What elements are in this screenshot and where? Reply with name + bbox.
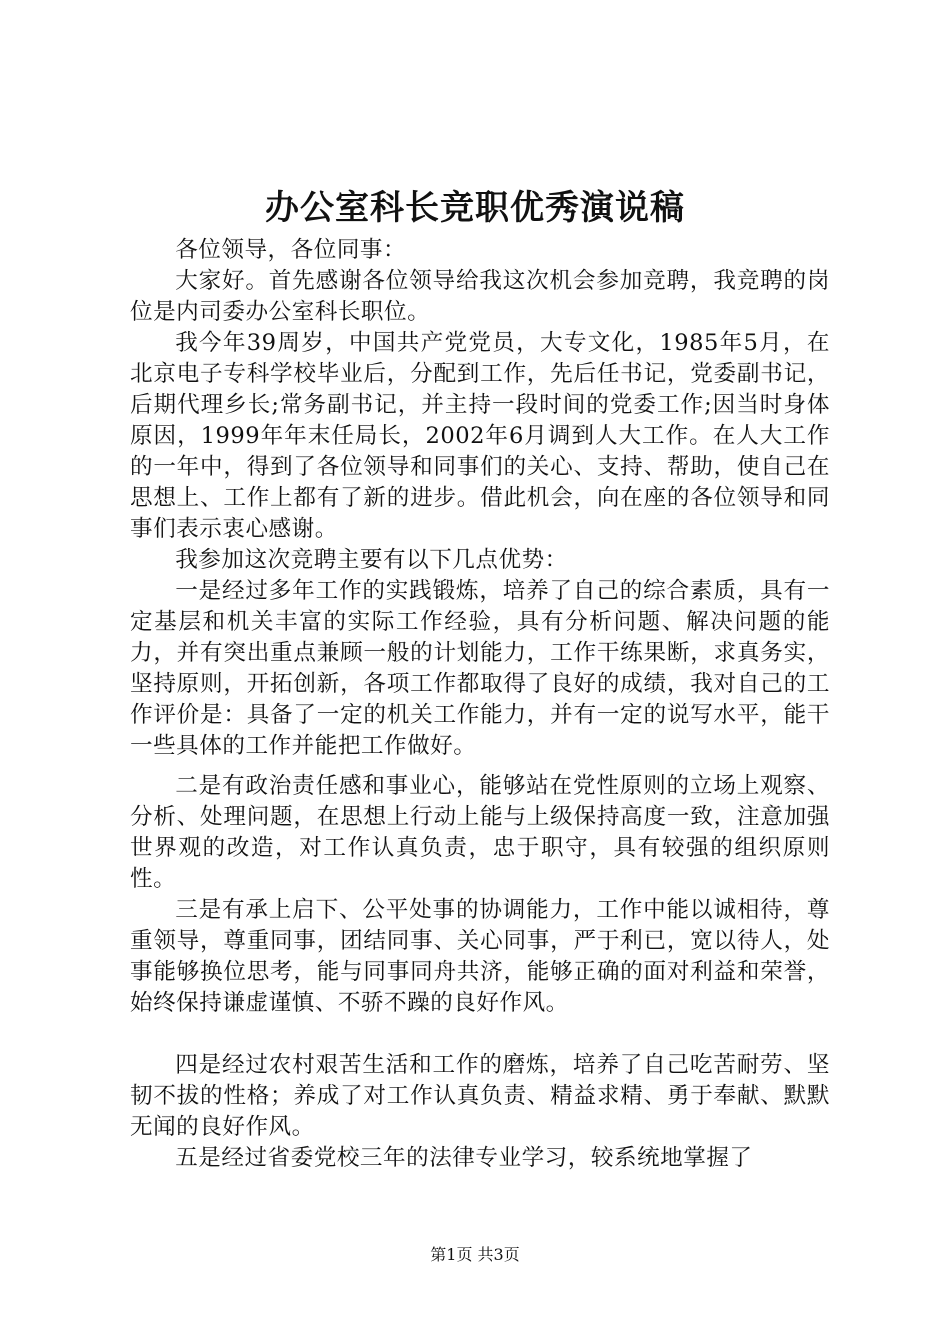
document-title: 办公室科长竞职优秀演说稿: [265, 188, 685, 228]
paragraph-advantage-4: 四是经过农村艰苦生活和工作的磨炼，培养了自己吃苦耐劳、坚韧不拔的性格；养成了对工作认真负责、精益求精、勇于奉献、默默无闻的良好作风。: [130, 1052, 830, 1140]
paragraph-advantage-2: 二是有政治责任感和事业心，能够站在党性原则的立场上观察、分析、处理问题，在思想上行动上能与上级保持高度一致，注意加强世界观的改造，对工作认真负责，忠于职守，具有较强的组织原则性。: [130, 773, 830, 892]
page-number-footer: 第1页 共3页: [430, 1245, 520, 1264]
paragraph-advantage-5: 五是经过省委党校三年的法律专业学习，较系统地掌握了: [175, 1145, 753, 1171]
paragraph-advantages-intro: 我参加这次竞聘主要有以下几点优势：: [175, 547, 568, 573]
paragraph-background: 我今年39周岁，中国共产党党员，大专文化，1985年5月，在北京电子专科学校毕业后，分配到工作，先后任书记，党委副书记，后期代理乡长;常务副书记，并主持一段时间的党委工作;因当时身体原因，1999年年末任局长，2002年6月调到人大工作。在人大工作的一年中，得到了各位领导和同事们的关心、支持、帮助，使自己在思想上、工作上都有了新的进步。借此机会，向在座的各位领导和同事们表示衷心感谢。: [130, 330, 830, 542]
paragraph-advantage-3: 三是有承上启下、公平处事的协调能力，工作中能以诚相待，尊重领导，尊重同事，团结同事、关心同事，严于利已，宽以待人，处事能够换位思考，能与同事同舟共济，能够正确的面对利益和荣誉，始终保持谦虚谨慎、不骄不躁的良好作风。: [130, 897, 830, 1016]
paragraph-salutation: 各位领导，各位同事：: [175, 237, 407, 263]
paragraph-greeting: 大家好。首先感谢各位领导给我这次机会参加竞聘，我竞聘的岗位是内司委办公室科长职位。: [130, 268, 830, 325]
document-body: [130, 235, 830, 1174]
paragraph-advantage-1: 一是经过多年工作的实践锻炼，培养了自己的综合素质，具有一定基层和机关丰富的实际工作经验，具有分析问题、解决问题的能力，并有突出重点兼顾一般的计划能力，工作干练果断，求真务实，坚持原则，开拓创新，各项工作都取得了良好的成绩，我对自己的工作评价是：具备了一定的机关工作能力，并有一定的说写水平，能干一些具体的工作并能把工作做好。: [130, 578, 830, 759]
